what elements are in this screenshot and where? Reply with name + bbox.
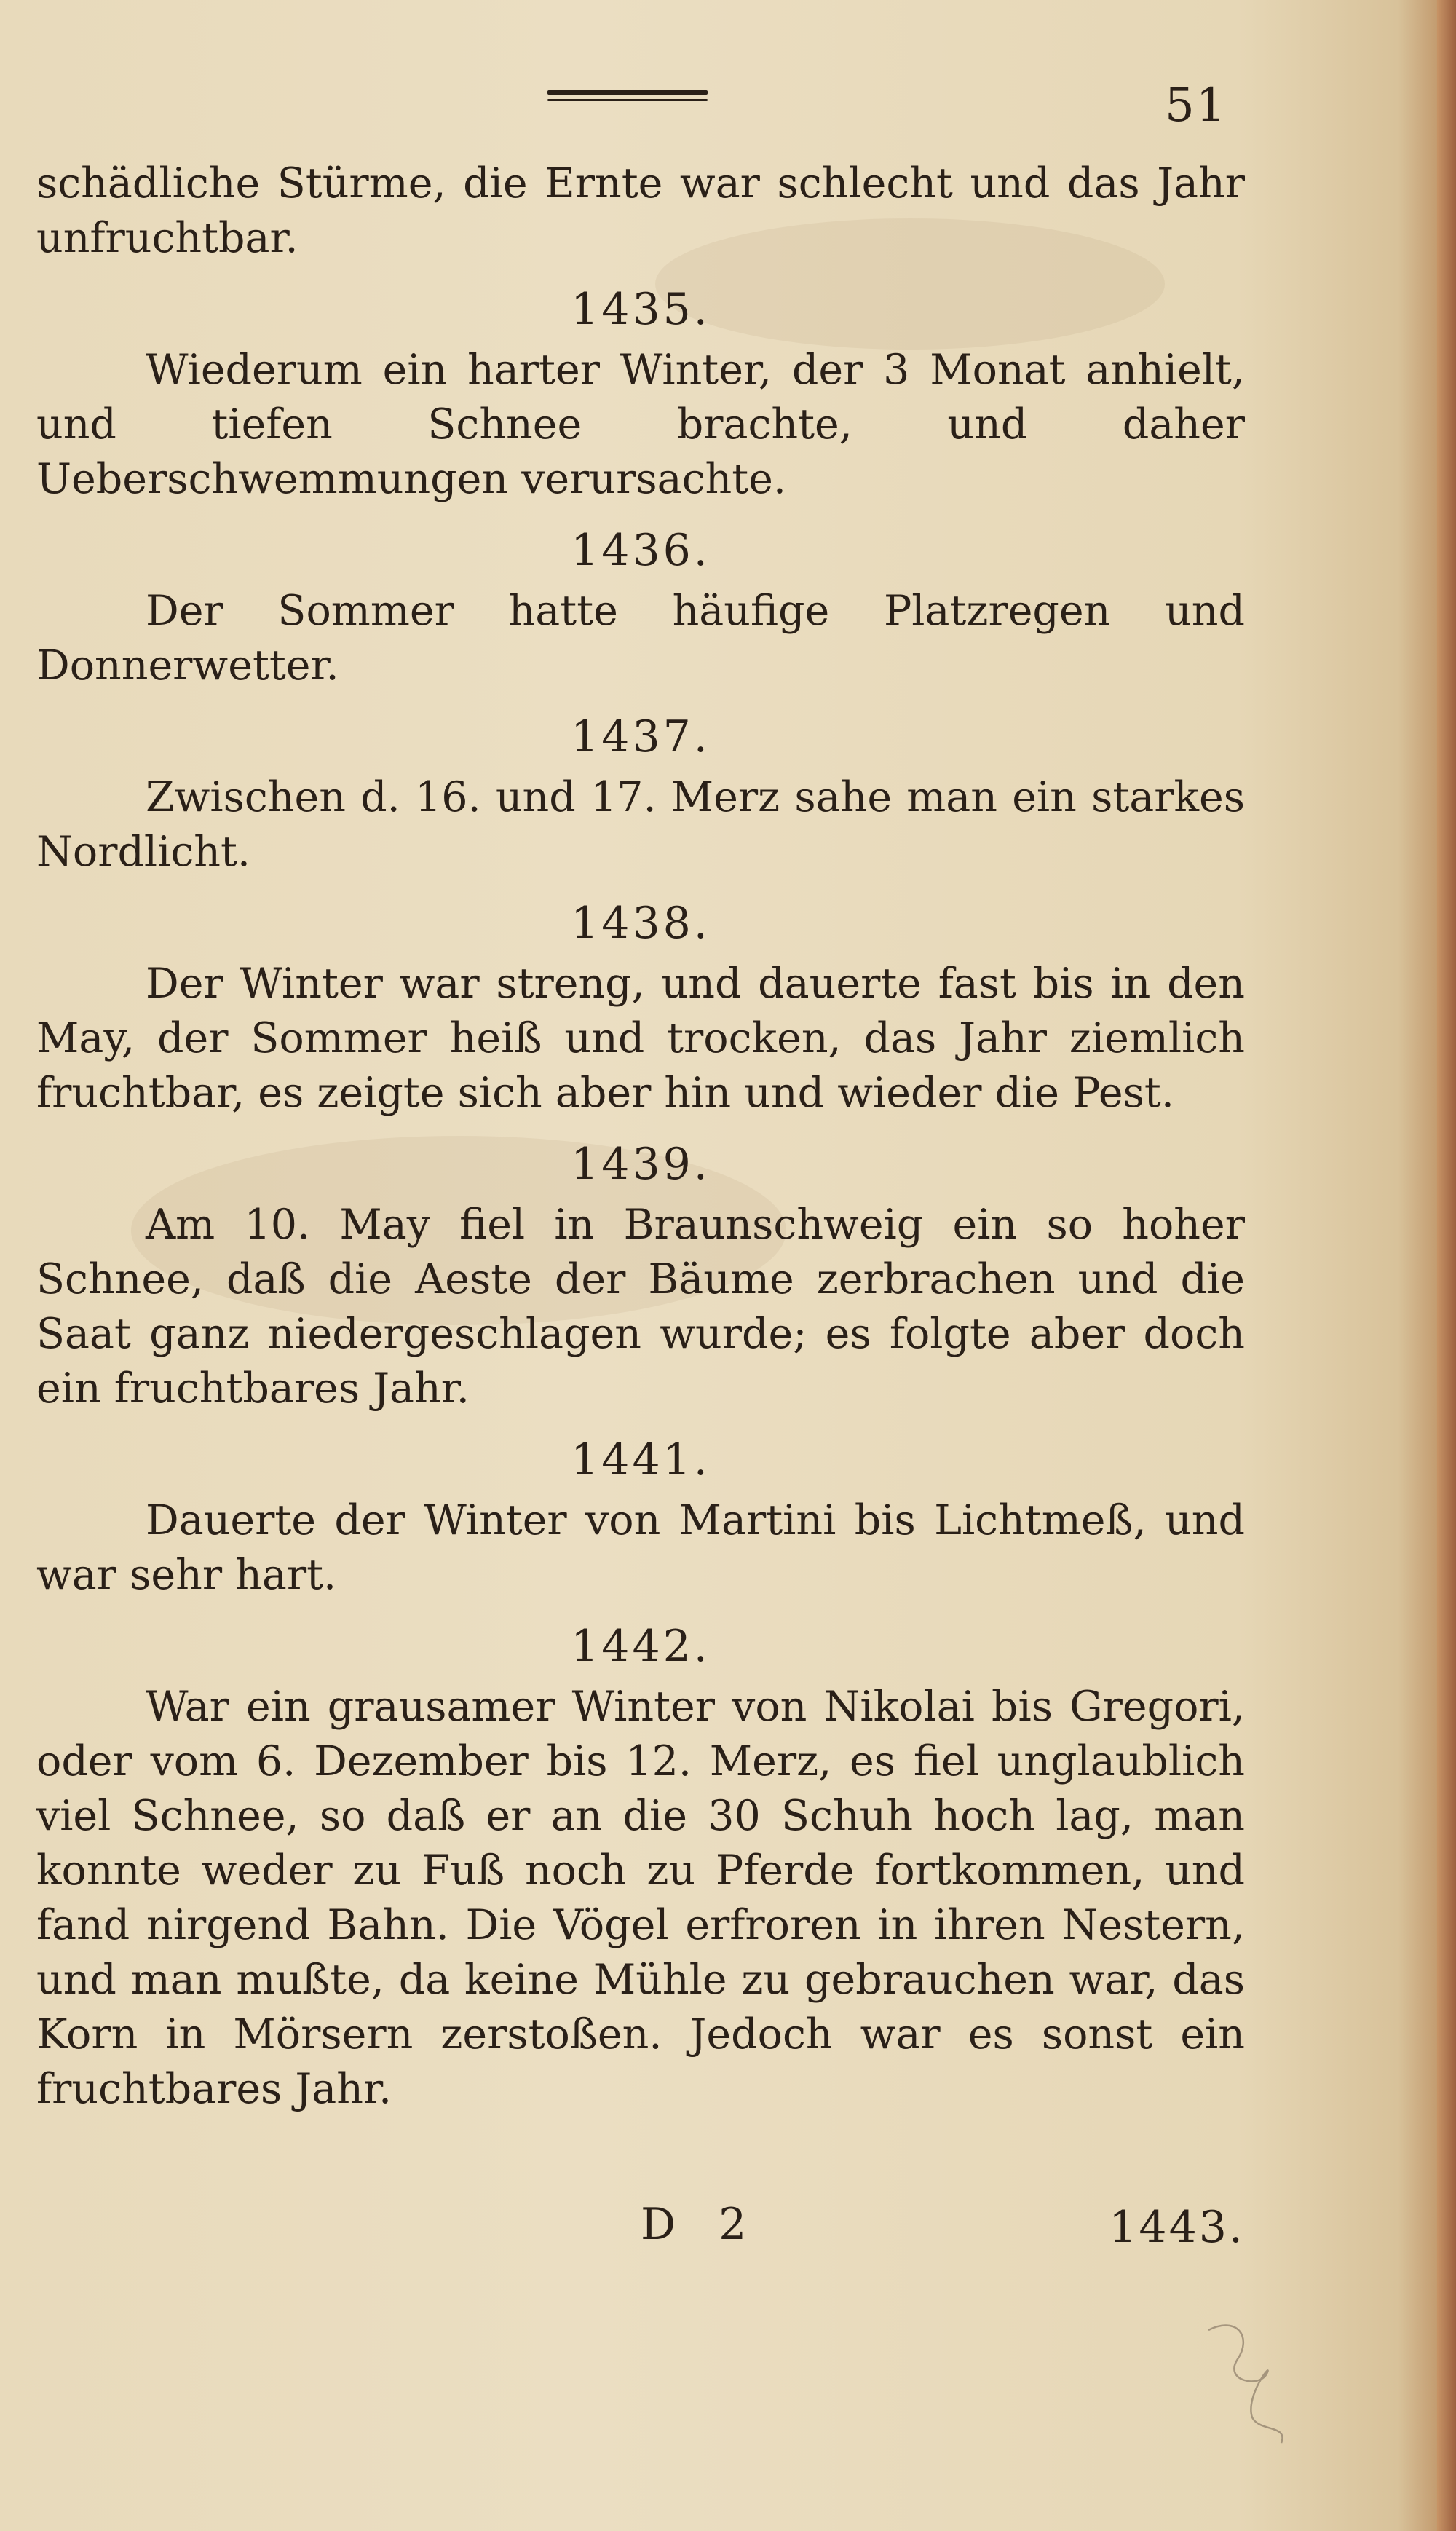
entry-paragraph: Zwischen d. 16. und 17. Merz sahe man ein starkes Nordlicht. — [36, 773, 1245, 876]
year-heading: 1439. — [571, 1139, 711, 1190]
year-heading: 1435. — [571, 284, 711, 335]
entry-paragraph: Dauerte der Winter von Martini bis Lichtmeß, und war sehr hart. — [36, 1496, 1245, 1599]
pencil-mark-icon — [1194, 2308, 1310, 2454]
page-footer — [36, 2199, 1245, 2257]
continued-paragraph: schädliche Stürme, die Ernte war schlecht und das Jahr unfruchtbar. — [36, 159, 1245, 262]
catchword: 1443. — [1109, 2202, 1245, 2253]
year-heading: 1442. — [571, 1621, 711, 1672]
signature-mark: D 2 — [641, 2199, 761, 2250]
page-number: 51 — [1165, 79, 1227, 133]
entry-paragraph: Der Winter war streng, und dauerte fast bis in den May, der Sommer heiß und trocken, das Jahr ziemlich fruchtbar, es zeigte sich aber hin und wieder die Pest. — [36, 960, 1245, 1117]
year-heading: 1437. — [571, 711, 711, 762]
entry-paragraph: Wiederum ein harter Winter, der 3 Monat anhielt, und tiefen Schnee brachte, und daher Ueberschwemmungen verursachte. — [36, 346, 1245, 503]
entry-paragraph: War ein grausamer Winter von Nikolai bis Gregori, oder vom 6. Dezember bis 12. Merz, es fiel unglaublich viel Schnee, so daß er an die 30 Schuh hoch lag, man konnte weder zu Fuß noch zu Pferde fortkommen, und fand nirgend Bahn. Die Vögel erfroren in ihren Nestern, und man mußte, da keine Mühle zu gebrauchen war, das Korn in Mörsern zerstoßen. Jedoch war es sonst ein fruchtbares Jahr. — [36, 1683, 1245, 2113]
entry-paragraph: Am 10. May fiel in Braunschweig ein so hoher Schnee, daß die Aeste der Bäume zerbrachen und die Saat ganz niedergeschlagen wurde; es folgte aber doch ein fruchtbares Jahr. — [36, 1201, 1245, 1413]
page-edge — [1437, 0, 1456, 2531]
year-heading: 1436. — [571, 525, 711, 576]
year-heading: 1438. — [571, 898, 711, 949]
header-rule — [547, 90, 708, 111]
page-content — [36, 157, 1245, 2117]
year-heading: 1441. — [571, 1434, 711, 1485]
entry-paragraph: Der Sommer hatte häufige Platzregen und Donnerwetter. — [36, 587, 1245, 690]
